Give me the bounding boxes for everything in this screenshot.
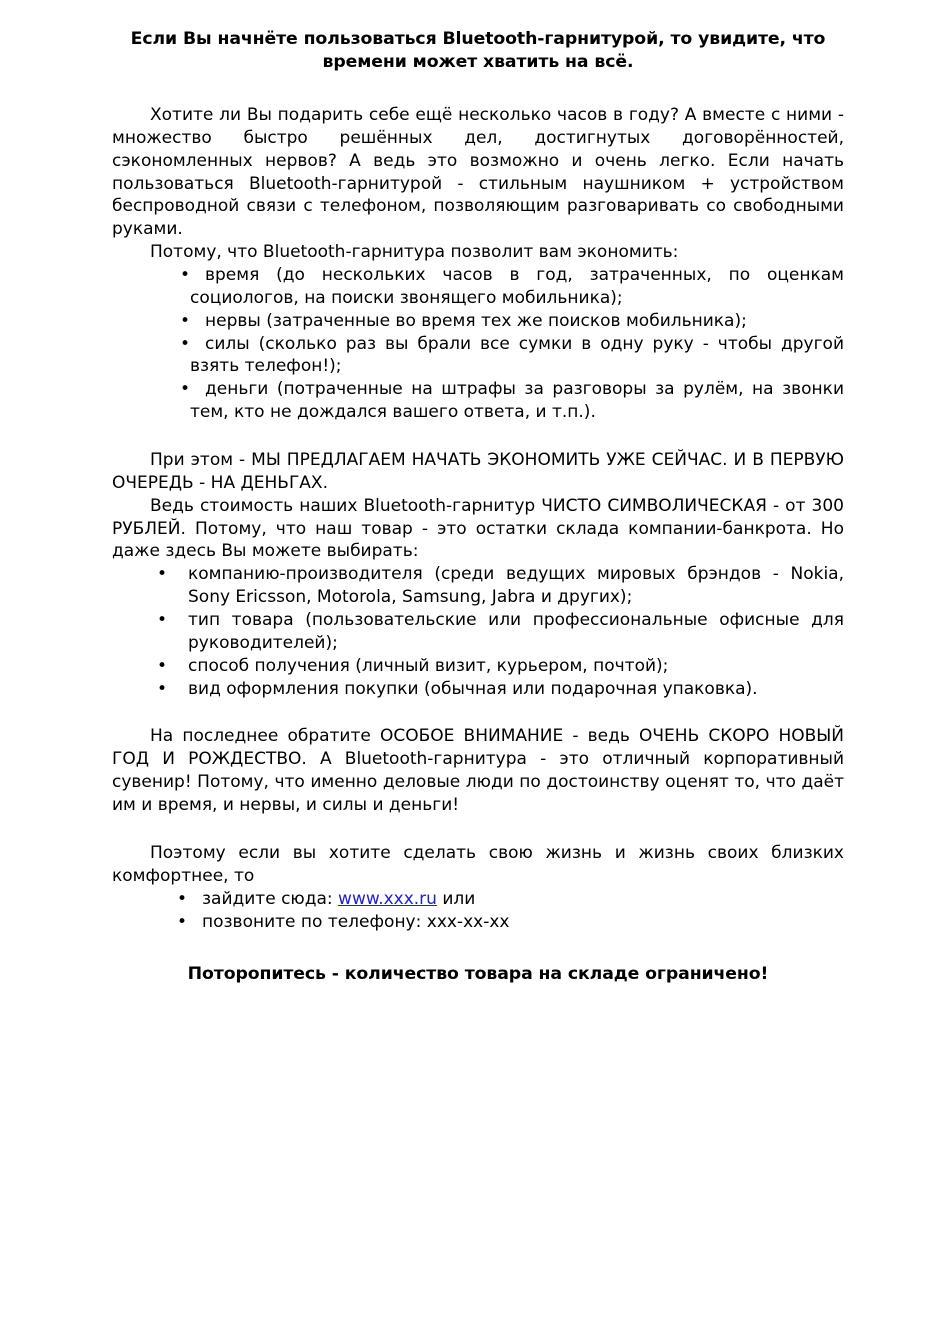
- list-item: [112, 655, 844, 678]
- list-item: [112, 678, 844, 701]
- contact-link-prefix: зайдите сюда:: [202, 888, 339, 909]
- savings-lead-paragraph: Потому, что Bluetooth-гарнитура позволит вам экономить:: [150, 242, 679, 263]
- spacer: [112, 82, 844, 104]
- offer-paragraph-1: При этом - МЫ ПРЕДЛАГАЕМ НАЧАТЬ ЭКОНОМИТЬ УЖЕ СЕЙЧАС. И В ПЕРВУЮ ОЧЕРЕДЬ - НА ДЕНЬГАХ.: [112, 450, 844, 493]
- bullet-icon: •: [177, 888, 188, 909]
- attention-paragraph: На последнее обратите ОСОБОЕ ВНИМАНИЕ - ведь ОЧЕНЬ СКОРО НОВЫЙ ГОД И РОЖДЕСТВО. А Bluetooth-гарнитура - это отличный корпоративный сувенир! Потому, что именно деловые люди по достоинству оценят то, что даёт им и время, и нервы, и силы и деньги!: [112, 726, 844, 816]
- spacer: [112, 933, 844, 963]
- list-item: [112, 888, 844, 911]
- spacer: [112, 424, 844, 449]
- spacer: [112, 817, 844, 842]
- contact-paragraph: Поэтому если вы хотите сделать свою жизнь и жизнь своих близких комфортнее, то: [112, 842, 844, 886]
- list-item: [112, 333, 844, 379]
- list-item-label: вид оформления покупки (обычная или подарочная упаковка).: [188, 678, 758, 699]
- offer-paragraph-2: Ведь стоимость наших Bluetooth-гарнитур ЧИСТО СИМВОЛИЧЕСКАЯ - от 300 РУБЛЕЙ. Потому, что наш товар - это остатки склада компании-банкрота. Но даже здесь Вы можете выбирать:: [112, 495, 844, 562]
- list-item: [112, 310, 844, 333]
- contact-list: [112, 888, 844, 934]
- bullet-icon: •: [180, 265, 191, 286]
- bullet-icon: •: [180, 333, 191, 354]
- bullet-icon: •: [177, 911, 188, 932]
- list-item-label: время (до нескольких часов в год, затраченных, по оценкам социологов, на поиски звонящего мобильника);: [190, 265, 844, 308]
- intro-paragraph: Хотите ли Вы подарить себе ещё несколько часов в году? А вместе с ними - множество быстро решённых дел, достигнутых договорённостей, сэкономленных нервов? А ведь это возможно и очень легко. Если начать пользоваться Bluetooth-гарнитурой - стильным наушником + устройством беспроводной связи с телефоном, позволяющим разговаривать со свободными руками.: [112, 105, 844, 240]
- list-item: [112, 911, 844, 934]
- spacer: [112, 700, 844, 725]
- bullet-icon: •: [157, 655, 168, 676]
- list-item-label: компанию-производителя (среди ведущих мировых брэндов - Nokia, Sony Ericsson, Motorola, Samsung, Jabra и других);: [188, 564, 844, 608]
- bullet-icon: •: [157, 564, 168, 585]
- page-title: Если Вы начнёте пользоваться Bluetooth-гарнитурой, то увидите, что времени может хватить на всё.: [130, 29, 826, 72]
- bullet-icon: •: [180, 310, 191, 331]
- closing-statement: Поторопитесь - количество товара на складе ограничено!: [187, 964, 769, 985]
- list-item: [112, 609, 844, 655]
- list-item: [112, 378, 844, 424]
- website-link[interactable]: www.xxx.ru: [338, 888, 437, 909]
- list-item-label: силы (сколько раз вы брали все сумки в одну руку - чтобы другой взять телефон!);: [190, 333, 844, 377]
- offer-list: [112, 563, 844, 700]
- list-item: [112, 563, 844, 609]
- savings-list: [112, 264, 844, 424]
- list-item-label: способ получения (личный визит, курьером, почтой);: [188, 655, 669, 676]
- bullet-icon: •: [180, 379, 191, 400]
- list-item-label: нервы (затраченные во время тех же поисков мобильника);: [205, 310, 747, 331]
- list-item-label: тип товара (пользовательские или профессиональные офисные для руководителей);: [188, 610, 844, 653]
- contact-link-suffix: или: [436, 888, 476, 909]
- phone-label: позвоните по телефону: ххх-хх-хх: [202, 911, 510, 932]
- bullet-icon: •: [157, 610, 168, 631]
- list-item: [112, 264, 844, 310]
- list-item-label: деньги (потраченные на штрафы за разговоры за рулём, на звонки тем, кто не дождался вашего ответа, и т.п.).: [190, 379, 844, 423]
- bullet-icon: •: [157, 678, 168, 699]
- document-content: [112, 28, 844, 986]
